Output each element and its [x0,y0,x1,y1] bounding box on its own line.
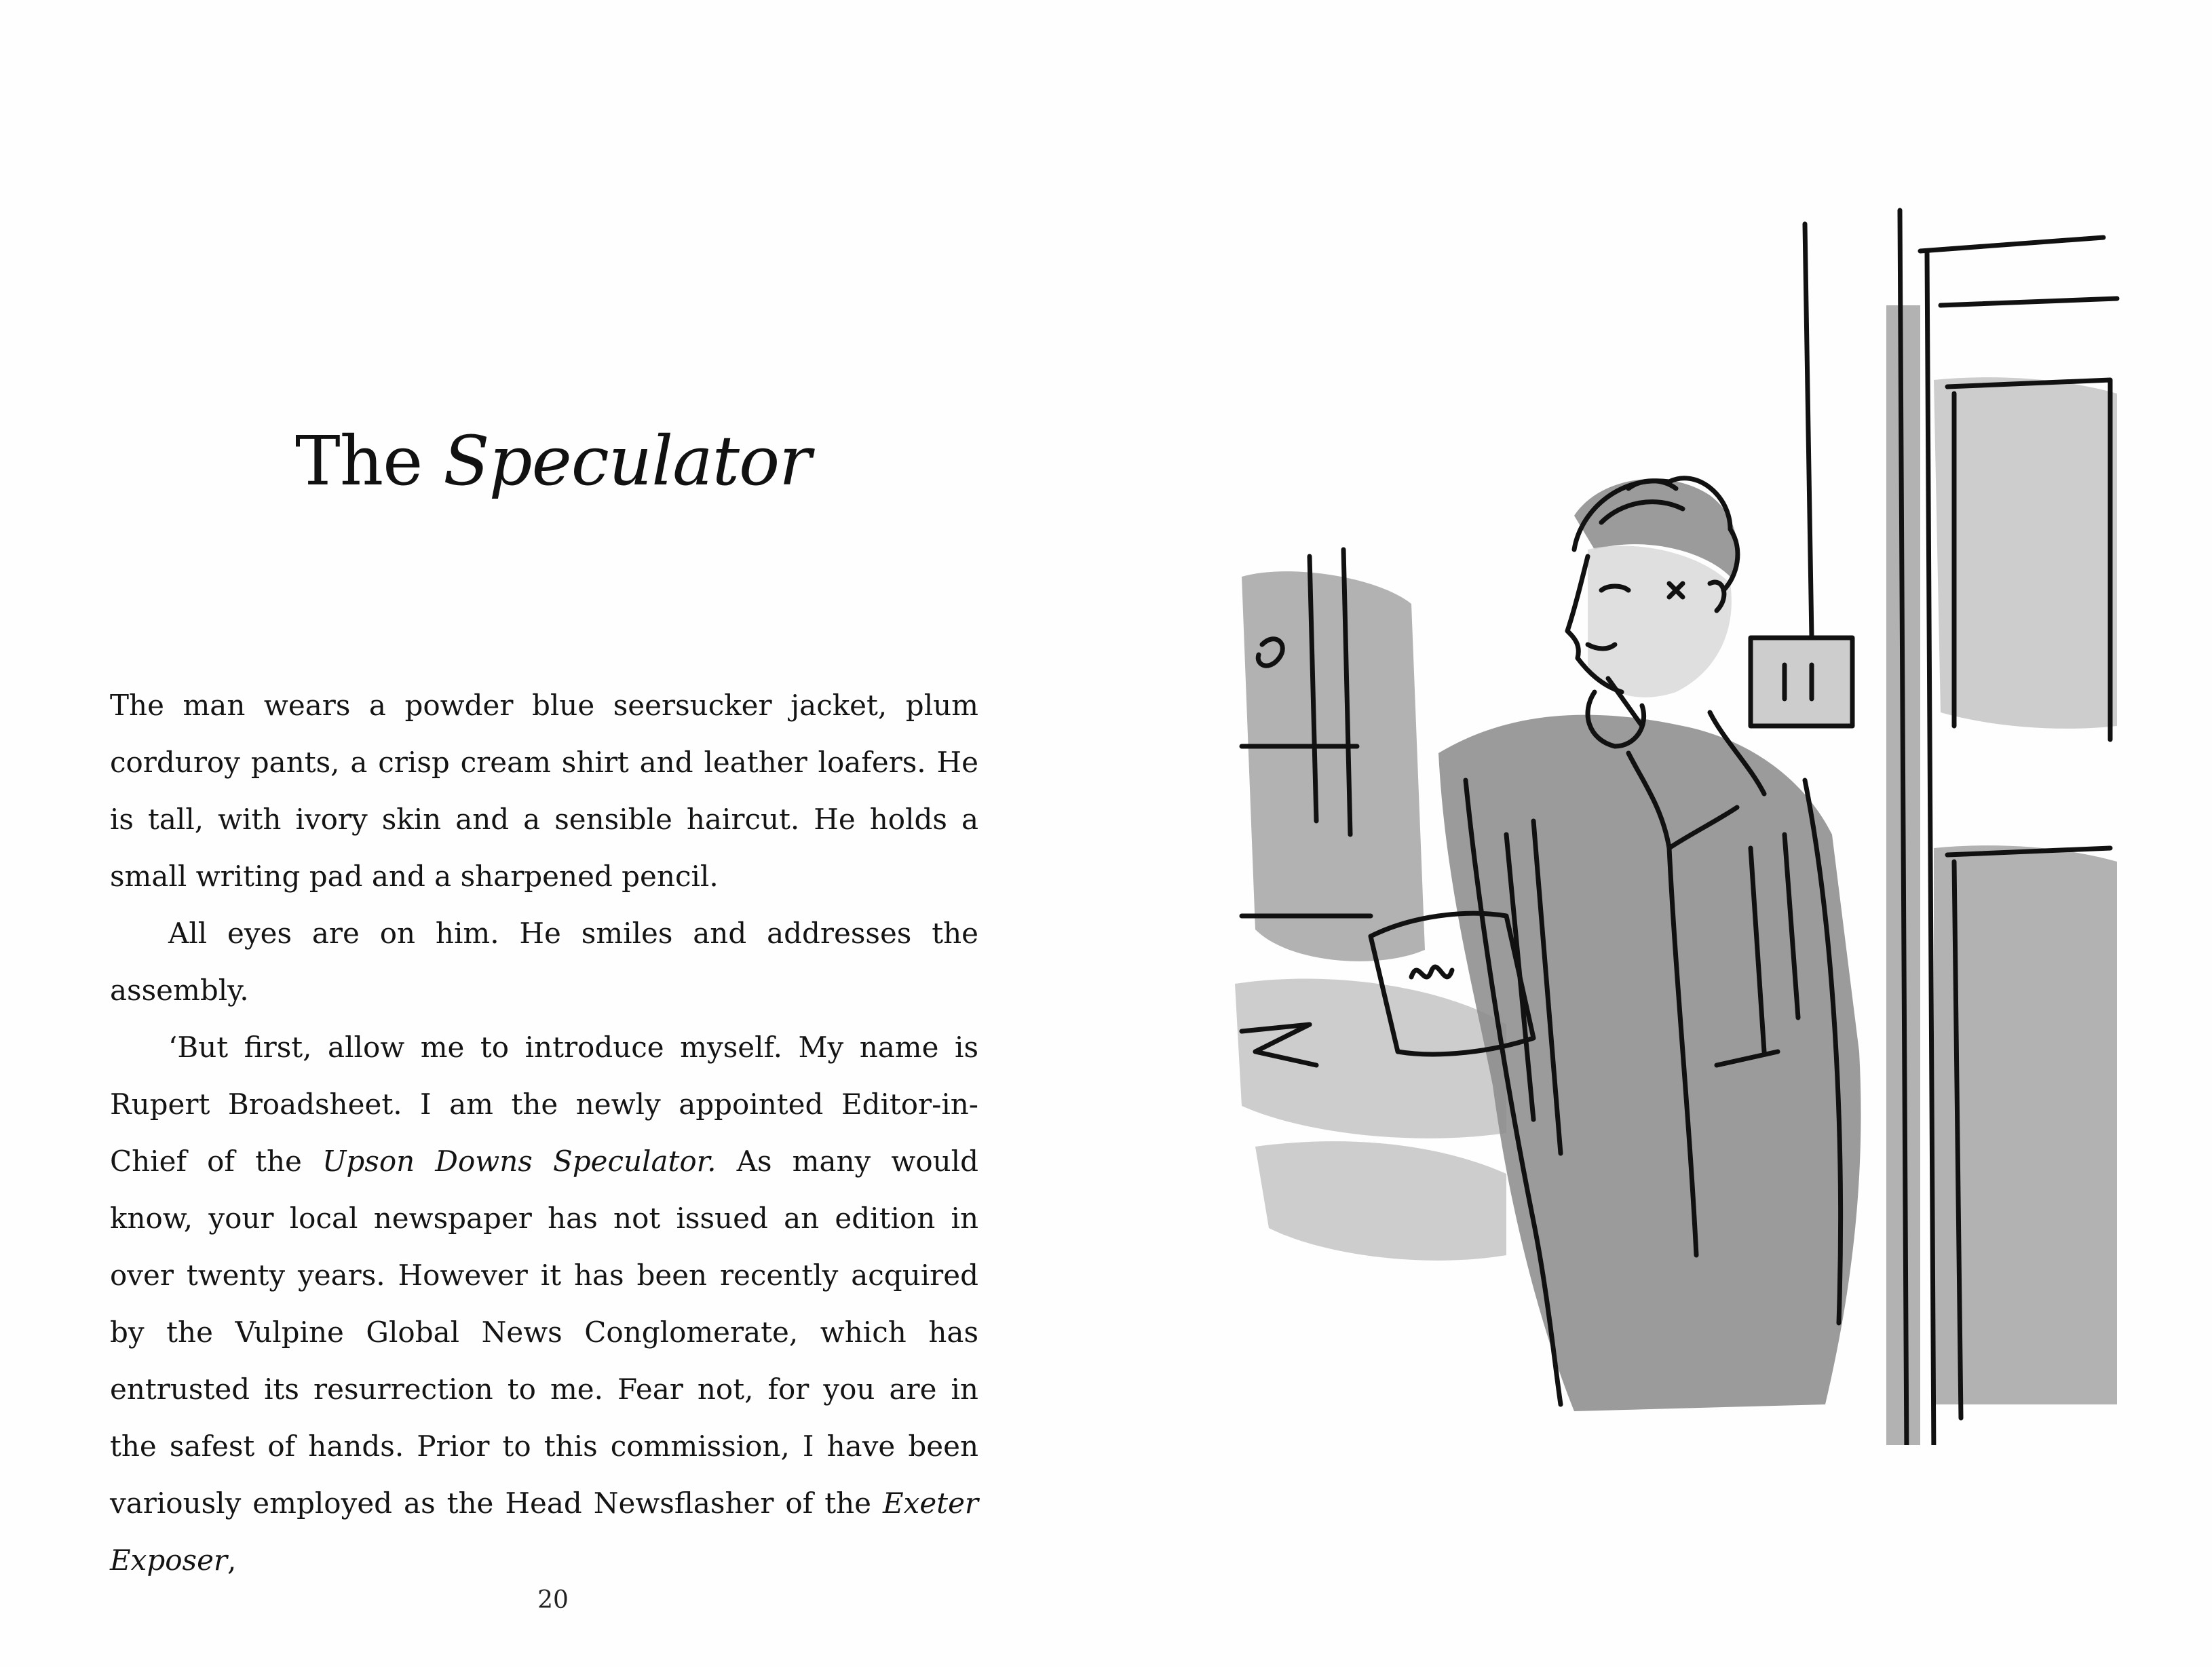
ink-wash-drawing [1153,170,2158,1445]
body-paragraph [110,905,978,1019]
jacket-wash [1438,715,1861,1411]
wall-wash-left [1242,571,1425,961]
text-run: The man wears a powder blue seersucker jacket, plum corduroy pants, a crisp cream shirt and leather loafers. He is tall, with ivory skin and a sensible haircut. He holds a small writing pad and a sharpened pencil. [110,689,978,893]
body-text [110,677,978,1589]
door-top [1920,237,2117,305]
counter-wash [1255,1141,1506,1261]
text-run: All eyes are on him. He smiles and addresses the assembly. [110,917,978,1007]
face-wash [1588,545,1732,697]
illustration-man-with-notepad [1153,170,2158,1445]
right-page [1106,0,2212,1667]
wash-layer [1235,305,2117,1445]
text-run: , [227,1544,237,1577]
italic-title-run: Upson Downs Speculator. [322,1145,717,1178]
chapter-title-italic: Speculator [443,421,811,501]
body-paragraph [110,1019,978,1589]
switch-wash [1751,638,1852,726]
text-run: As many would know, your local newspaper has not issued an edition in over twenty years. However it has been recently acquired by the Vulpine Global News Conglomerate, which has entrusted its resurrection to me. Fear not, for you are in the safest of hands. Prior to this commission, I have been variously employed as the Head Newsflasher of the [110,1145,979,1520]
page-number: 20 [537,1586,569,1614]
notepad-writing [1411,967,1452,977]
wall-cable [1805,224,1812,638]
text-run: ‘But first, allow me to introduce myself. My name is Rupert Broadsheet. I am the newly appointed Editor-in-Chief of the [110,1031,978,1178]
chapter-title-plain: The [295,421,444,501]
body-paragraph [110,677,978,905]
italic-title-run: Exeter Exposer [110,1487,978,1577]
chapter-title [0,417,1106,505]
door-wash [1934,377,2117,729]
